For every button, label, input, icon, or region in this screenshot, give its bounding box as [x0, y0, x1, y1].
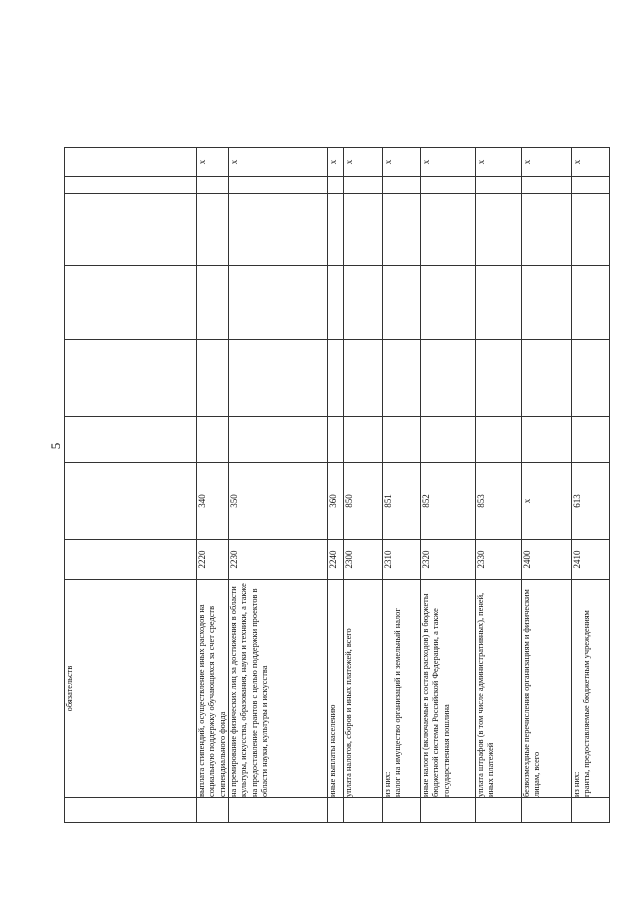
table-header-row [65, 148, 197, 823]
row-value-cell [328, 417, 344, 463]
row-value-cell [476, 266, 522, 340]
row-prefix: из них: [572, 771, 581, 797]
row-last-cell: x [344, 148, 383, 177]
row-description: на премирование физических лиц за достижения в области культуры, искусства, образования, науки и техники, а также на предоставление грантов с целью поддержки проектов в области науки, культуры и искусства [229, 583, 270, 797]
row-name-cell [344, 580, 383, 798]
row-last-cell: x [572, 148, 610, 177]
row-blank-cell [229, 798, 328, 823]
row-name-cell [229, 580, 328, 798]
row-name-cell [476, 580, 522, 798]
table-row [476, 148, 522, 823]
row-line-code: 2300 [344, 540, 383, 580]
rotated-table-container [64, 148, 610, 823]
header-cell [65, 463, 197, 540]
row-name-cell [383, 580, 421, 798]
row-value-cell [196, 177, 228, 194]
row-value-cell [572, 417, 610, 463]
row-value-cell [572, 266, 610, 340]
row-line-code: 2310 [383, 540, 421, 580]
row-name-cell [328, 580, 344, 798]
row-blank-cell [328, 798, 344, 823]
row-value-cell [522, 266, 572, 340]
row-blank-cell [522, 798, 572, 823]
row-kbk-code: x [522, 463, 572, 540]
row-value-cell [328, 266, 344, 340]
row-value-cell [421, 340, 476, 417]
row-line-code: 2320 [421, 540, 476, 580]
row-value-cell [572, 194, 610, 266]
row-value-cell [344, 194, 383, 266]
row-last-cell: x [522, 148, 572, 177]
row-value-cell [344, 266, 383, 340]
row-kbk-code: 340 [196, 463, 228, 540]
row-value-cell [421, 177, 476, 194]
row-blank-cell [196, 798, 228, 823]
table-row [196, 148, 228, 823]
row-last-cell: x [328, 148, 344, 177]
table-row [229, 148, 328, 823]
row-name-cell [572, 580, 610, 798]
row-kbk-code: 360 [328, 463, 344, 540]
row-value-cell [476, 340, 522, 417]
table-row [383, 148, 421, 823]
row-value-cell [196, 417, 228, 463]
row-last-cell: x [421, 148, 476, 177]
row-value-cell [328, 177, 344, 194]
row-name-cell [196, 580, 228, 798]
row-line-code: 2410 [572, 540, 610, 580]
row-value-cell [476, 194, 522, 266]
row-value-cell [196, 266, 228, 340]
row-last-cell: x [196, 148, 228, 177]
row-value-cell [328, 194, 344, 266]
row-name-cell [421, 580, 476, 798]
row-name-cell [522, 580, 572, 798]
row-kbk-code: 613 [572, 463, 610, 540]
row-kbk-code: 350 [229, 463, 328, 540]
row-value-cell [344, 177, 383, 194]
row-value-cell [383, 177, 421, 194]
header-cell [65, 540, 197, 580]
row-value-cell [383, 417, 421, 463]
row-description: иные выплаты населению [328, 704, 337, 797]
row-value-cell [344, 417, 383, 463]
row-value-cell [421, 194, 476, 266]
row-value-cell [522, 177, 572, 194]
page-number: 5 [48, 442, 63, 450]
row-value-cell [344, 340, 383, 417]
row-value-cell [522, 194, 572, 266]
row-value-cell [328, 340, 344, 417]
row-description: выплата стипендий, осуществление иных расходов на социальную поддержку обучающихся за счет средств стипендиального фонда [196, 604, 227, 797]
row-value-cell [421, 417, 476, 463]
header-cell [65, 340, 197, 417]
row-last-cell: x [229, 148, 328, 177]
header-cell [65, 266, 197, 340]
row-value-cell [229, 194, 328, 266]
table-row [421, 148, 476, 823]
table-row [572, 148, 610, 823]
header-cell [65, 194, 197, 266]
header-blank-cell [65, 798, 197, 823]
row-value-cell [229, 177, 328, 194]
header-cell [65, 177, 197, 194]
row-value-cell [476, 177, 522, 194]
row-kbk-code: 852 [421, 463, 476, 540]
row-line-code: 2230 [229, 540, 328, 580]
table-row [522, 148, 572, 823]
row-description: гранты, предоставляемые бюджетным учреждениям [582, 610, 592, 797]
row-value-cell [572, 177, 610, 194]
table-row [344, 148, 383, 823]
row-kbk-code: 851 [383, 463, 421, 540]
row-value-cell [196, 194, 228, 266]
row-blank-cell [476, 798, 522, 823]
table-body [65, 148, 610, 823]
row-description: иные налоги (включаемые в состав расходов) в бюджеты бюджетной системы Российской Федерации, а также государственная пошлина [421, 593, 451, 797]
table-row [328, 148, 344, 823]
row-value-cell [421, 266, 476, 340]
row-blank-cell [383, 798, 421, 823]
row-description: безвозмездные перечисления организациям и физическим лицам, всего [522, 589, 542, 797]
row-line-code: 2220 [196, 540, 228, 580]
row-description: уплата налогов, сборов и иных платежей, всего [344, 628, 353, 797]
row-value-cell [229, 266, 328, 340]
row-kbk-code: 853 [476, 463, 522, 540]
row-value-cell [383, 266, 421, 340]
row-value-cell [383, 194, 421, 266]
header-cell [65, 417, 197, 463]
row-value-cell [229, 340, 328, 417]
financial-table [64, 147, 610, 823]
header-cell [65, 148, 197, 177]
row-value-cell [522, 340, 572, 417]
row-blank-cell [344, 798, 383, 823]
row-blank-cell [421, 798, 476, 823]
row-line-code: 2400 [522, 540, 572, 580]
row-description: уплата штрафов (в том числе административных), пеней, иных платежей [476, 592, 496, 797]
row-kbk-code: 850 [344, 463, 383, 540]
row-value-cell [229, 417, 328, 463]
row-value-cell [196, 340, 228, 417]
row-value-cell [522, 417, 572, 463]
row-description: налог на имущество организаций и земельный налог [393, 608, 403, 797]
row-line-code: 2330 [476, 540, 522, 580]
row-last-cell: x [476, 148, 522, 177]
row-blank-cell [572, 798, 610, 823]
row-value-cell [476, 417, 522, 463]
header-obligations-cell: обязательств [65, 580, 197, 798]
row-line-code: 2240 [328, 540, 344, 580]
row-value-cell [572, 340, 610, 417]
row-value-cell [383, 340, 421, 417]
row-last-cell: x [383, 148, 421, 177]
row-prefix: из них: [383, 771, 392, 797]
